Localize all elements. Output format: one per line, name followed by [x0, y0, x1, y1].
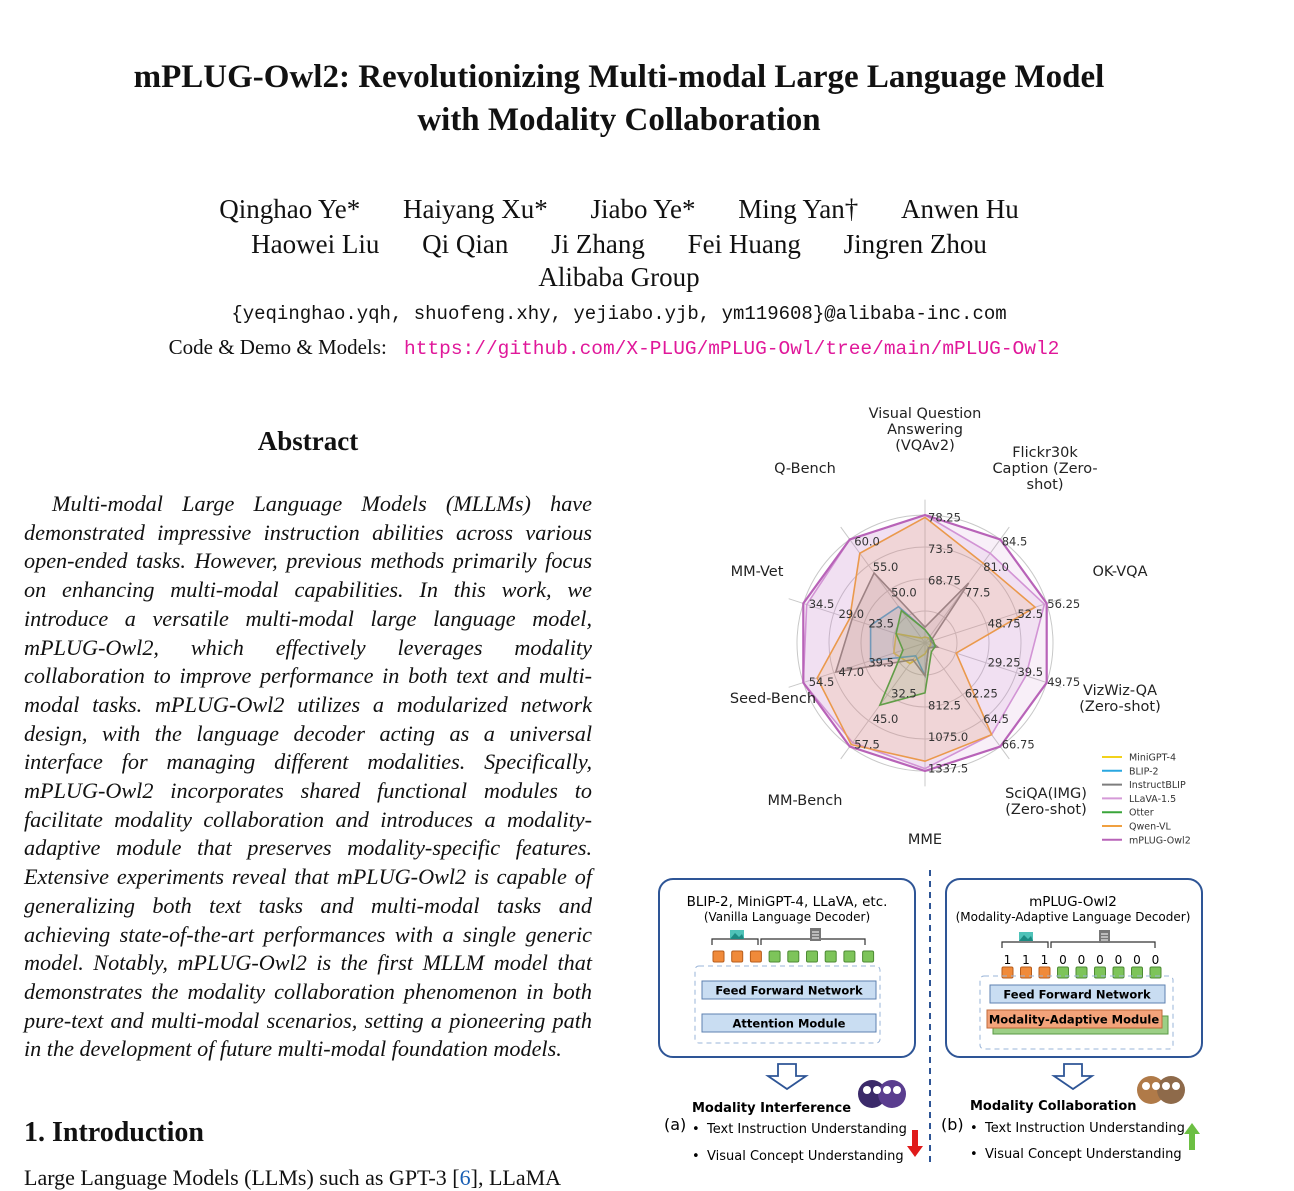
intro-text: ], LLaMA: [470, 1165, 562, 1190]
modality-flag: 1: [1040, 953, 1049, 967]
tick-label: 29.25: [987, 655, 1021, 670]
tick-label: 45.0: [872, 712, 899, 727]
intro-text: Large Language Models (LLMs) such as GPT-3 [: [24, 1165, 460, 1190]
visual-token: [732, 951, 743, 962]
bullet-a-1: Text Instruction Understanding: [707, 1122, 907, 1137]
axis-label-line: Visual Question: [868, 406, 982, 422]
modality-flag: 1: [1003, 953, 1012, 967]
axis-label: [768, 793, 843, 809]
tick-label: 39.5: [868, 655, 894, 670]
panel-b-title: mPLUG-Owl2: [1029, 894, 1117, 910]
radar-chart: [640, 400, 1240, 860]
tick-label: 1075.0: [928, 730, 969, 745]
axis-label: [730, 691, 816, 707]
axis-label-line: Flickr30k: [1012, 445, 1078, 461]
panel-b-subtitle: (Modality-Adaptive Language Decoder): [955, 910, 1191, 924]
visual-token: [713, 951, 724, 962]
tick-label: 23.5: [868, 616, 894, 631]
author: Anwen Hu: [901, 194, 1019, 224]
radar-series: [803, 515, 1046, 771]
axis-label-line: Answering: [887, 422, 963, 438]
axis-label-line: Caption (Zero-: [992, 461, 1098, 477]
modality-flag: 0: [1059, 953, 1067, 967]
text-token: [825, 951, 836, 962]
tick-label: 1337.5: [928, 761, 969, 776]
axis-label: [1079, 683, 1161, 715]
tick-label: 78.25: [928, 510, 961, 525]
tick-label: 73.5: [928, 541, 954, 556]
axis-label: [908, 832, 942, 848]
owl-pair-icon-a: [858, 1080, 906, 1108]
tick-label: 54.5: [808, 674, 835, 689]
legend-label: Otter: [1129, 807, 1154, 819]
token-row-b: [1002, 953, 1161, 978]
tick-label: 66.75: [1001, 737, 1035, 752]
abstract-heading: Abstract: [257, 426, 359, 456]
image-icon: [1019, 932, 1033, 941]
legend-label: LLaVA-1.5: [1129, 793, 1177, 805]
result-title-b: Modality Collaboration: [970, 1099, 1137, 1114]
author: Haowei Liu: [251, 229, 380, 259]
affiliation: Alibaba Group: [538, 262, 700, 292]
panel-a-subtitle: (Vanilla Language Decoder): [703, 910, 871, 924]
tick-label: 52.5: [1017, 606, 1044, 621]
author: Ming Yan†: [738, 194, 859, 224]
tick-label: 68.75: [928, 573, 961, 588]
text-token: [769, 951, 780, 962]
modality-flag: 0: [1133, 953, 1141, 967]
tick-label: 812.5: [928, 698, 961, 713]
axis-label: [869, 406, 982, 454]
tick-label: 84.5: [1001, 534, 1028, 549]
bullet-dot: •: [970, 1121, 978, 1136]
axis-label: [1092, 564, 1147, 580]
visual-token: [750, 951, 761, 962]
axis-label: [1005, 786, 1087, 818]
axis-label: [731, 564, 784, 580]
paper-title: [0, 56, 1238, 142]
down-arrow-b: [1054, 1064, 1092, 1089]
bullet-dot: •: [692, 1122, 700, 1137]
legend-label: Qwen-VL: [1129, 821, 1171, 833]
title-line-2: with Modality Collaboration: [417, 102, 821, 138]
axis-label-line: (Zero-shot): [1079, 699, 1161, 715]
tick-label: 50.0: [891, 585, 917, 600]
bullet-b-2: Visual Concept Understanding: [985, 1147, 1182, 1162]
abstract-text: Multi-modal Large Language Models (MLLMs) have demonstrated impressive instruction abilities across various open-ended tasks. However, previous methods primarily focus on enhancing multi-modal capabilities. In this work, we introduce a versatile multi-modal large language model, mPLUG-Owl2, which effectively leverages modality collaboration to improve performance in both text and multi-modal tasks. mPLUG-Owl2 utilizes a modularized network design, with the language decoder acting as a universal interface for managing different modalities. Specifically, mPLUG-Owl2 incorporates shared functional modules to facilitate modality collaboration and introduces a modality-adaptive module that preserves modality-specific features. Extensive experiments reveal that mPLUG-Owl2 is capable of generalizing both text tasks and multi-modal tasks and achieving state-of-the-art performances with a single generic model. Notably, mPLUG-Owl2 is the first MLLM model that demonstrates the modality collaboration phenomenon in both pure-text and multi-modal scenarios, setting a pioneering path in the development of future multi-modal foundation models.: [24, 491, 592, 1062]
axis-label-line: shot): [1026, 477, 1064, 493]
tick-label: 49.75: [1047, 674, 1081, 689]
text-token: [788, 951, 799, 962]
modality-flag: 1: [1022, 953, 1030, 967]
tick-label: 81.0: [983, 559, 1009, 574]
owl-pair-icon-b: [1137, 1076, 1185, 1104]
intro-first-line: [24, 1165, 561, 1191]
author: Haiyang Xu*: [402, 194, 548, 224]
attention-label-a: Attention Module: [732, 1016, 846, 1031]
code-label: Code & Demo & Models:: [168, 335, 387, 359]
tick-label: 34.5: [808, 597, 835, 612]
chart-legend: [1102, 753, 1191, 847]
axis-label-line: Seed-Bench: [729, 691, 817, 707]
text-token: [863, 951, 874, 962]
modality-flag: 0: [1151, 953, 1160, 967]
bullet-dot: •: [692, 1149, 700, 1164]
title-line-1: mPLUG-Owl2: Revolutionizing Multi-modal Large Language Model: [133, 59, 1105, 95]
email-line: {yeqinghao.yqh, shuofeng.xhy, yejiabo.yjb, ym119608}@alibaba-inc.com: [231, 303, 1007, 325]
tick-label: 56.25: [1047, 597, 1081, 612]
modality-adaptive-label: Modality-Adaptive Module: [988, 1012, 1160, 1027]
axis-label-line: MM-Bench: [767, 793, 843, 809]
bullet-dot: •: [970, 1147, 978, 1162]
legend-label: mPLUG-Owl2: [1129, 835, 1191, 847]
axis-label-line: VizWiz-QA: [1083, 683, 1157, 699]
document-icon: [1099, 930, 1110, 943]
axis-label-line: MM-Vet: [730, 564, 784, 580]
bullet-a-2: Visual Concept Understanding: [707, 1149, 904, 1164]
section-heading-introduction: 1. Introduction: [24, 1117, 204, 1148]
tick-label: 39.5: [1017, 665, 1044, 680]
axis-label-line: Q-Bench: [774, 461, 836, 477]
tick-label: 60.0: [854, 534, 880, 549]
panel-tag-b: (b): [941, 1115, 964, 1134]
text-token: [807, 951, 818, 962]
tick-label: 47.0: [838, 665, 865, 680]
modality-flag: 0: [1096, 953, 1104, 967]
legend-label: MiniGPT-4: [1129, 752, 1176, 764]
authors-row-2: [0, 227, 1238, 261]
code-link[interactable]: https://github.com/X-PLUG/mPLUG-Owl/tree/main/mPLUG-Owl2: [404, 338, 1060, 360]
image-icon: [730, 930, 744, 939]
author: Qinghao Ye*: [219, 194, 361, 224]
text-token: [844, 951, 855, 962]
ffn-label-b: Feed Forward Network: [1003, 987, 1151, 1002]
ffn-label-a: Feed Forward Network: [715, 983, 863, 998]
axis-label-line: (Zero-shot): [1005, 802, 1087, 818]
tick-label: 55.0: [872, 559, 899, 574]
architecture-diagram: [650, 868, 1210, 1168]
author: Jiabo Ye*: [590, 194, 696, 224]
citation-link[interactable]: 6: [459, 1165, 471, 1190]
series-mplug-owl2: [803, 515, 1046, 771]
arrow-up-icon: [1184, 1123, 1200, 1150]
tick-label: 57.5: [854, 737, 880, 752]
abstract-body: [24, 490, 592, 1064]
author: Ji Zhang: [551, 229, 645, 259]
tick-label: 77.5: [964, 585, 991, 600]
tick-label: 29.0: [838, 606, 865, 621]
panel-a-title: BLIP-2, MiniGPT-4, LLaVA, etc.: [686, 894, 888, 910]
tick-label: 64.5: [983, 712, 1009, 727]
axis-label-line: (VQAv2): [895, 438, 955, 454]
author: Jingren Zhou: [843, 229, 987, 259]
arrow-down-icon: [907, 1130, 923, 1157]
author: Fei Huang: [687, 229, 801, 259]
axis-label-line: SciQA(IMG): [1005, 786, 1087, 802]
panel-tag-a: (a): [664, 1115, 687, 1134]
token-row-a: [713, 951, 874, 962]
authors-row-1: [0, 192, 1238, 226]
modality-flag: 0: [1114, 953, 1123, 967]
tick-label: 48.75: [987, 616, 1021, 631]
axis-label-line: MME: [907, 832, 943, 848]
down-arrow-a: [768, 1064, 806, 1089]
modality-flag: 0: [1077, 953, 1086, 967]
result-title-a: Modality Interference: [692, 1101, 852, 1116]
bullet-b-1: Text Instruction Understanding: [985, 1121, 1185, 1136]
legend-label: InstructBLIP: [1129, 780, 1186, 792]
author: Qi Qian: [422, 229, 509, 259]
tick-label: 62.25: [964, 686, 998, 701]
axis-label: [774, 461, 836, 477]
axis-label: [992, 445, 1097, 493]
tick-label: 32.5: [891, 686, 917, 701]
document-icon: [810, 928, 821, 941]
code-line: [0, 335, 1228, 360]
axis-label-line: OK-VQA: [1092, 564, 1148, 580]
legend-label: BLIP-2: [1129, 766, 1159, 778]
